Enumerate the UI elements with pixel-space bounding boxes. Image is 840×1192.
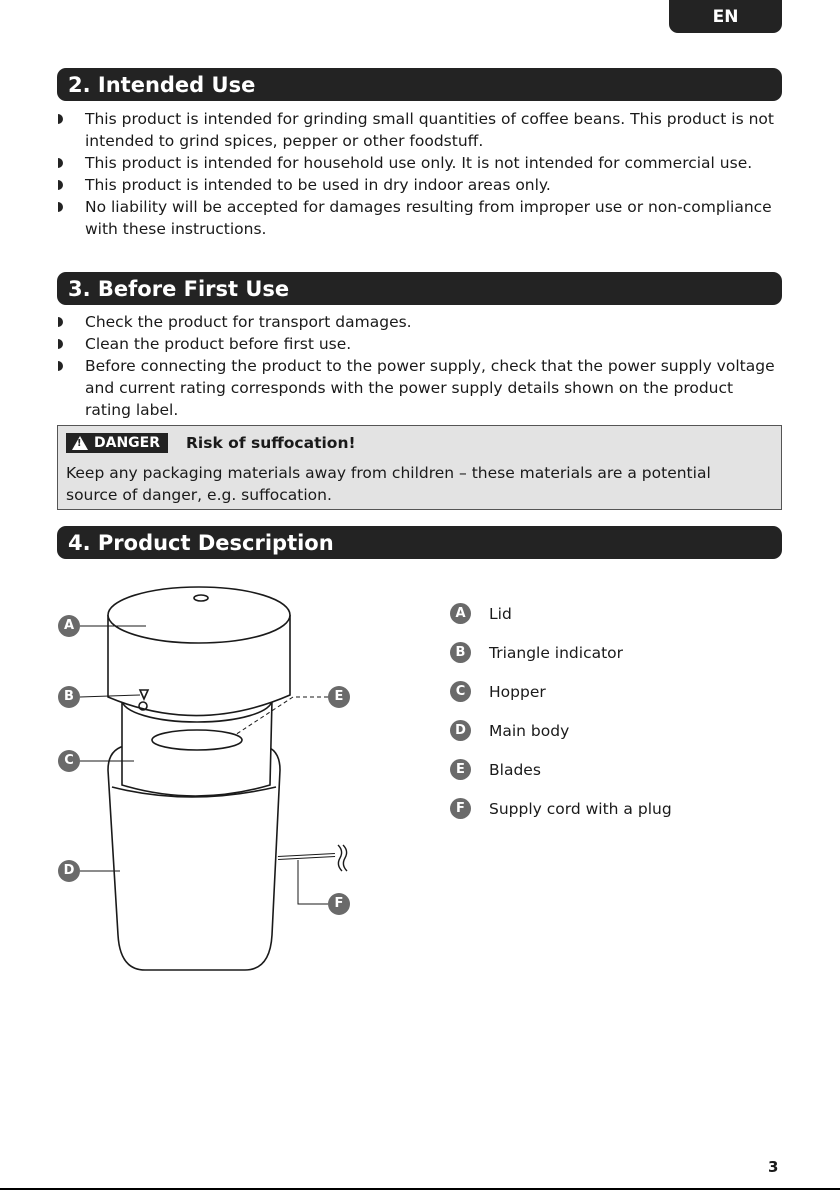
legend-letter: C <box>450 681 471 702</box>
callout-a: A <box>58 615 80 637</box>
section-title-intended-use: 2. Intended Use <box>57 68 782 101</box>
page-number: 3 <box>768 1158 779 1176</box>
list-item: Clean the product before first use. <box>57 333 782 355</box>
legend-letter: F <box>450 798 471 819</box>
legend-label: Supply cord with a plug <box>489 800 672 818</box>
legend-letter: B <box>450 642 471 663</box>
danger-label-text: DANGER <box>94 434 161 451</box>
legend-label: Blades <box>489 761 541 779</box>
list-item: This product is intended to be used in dry indoor areas only. <box>57 174 782 196</box>
legend-item <box>450 681 672 720</box>
legend-letter: A <box>450 603 471 624</box>
callout-f: F <box>328 893 350 915</box>
danger-notice <box>57 425 782 510</box>
legend-item <box>450 603 672 642</box>
danger-badge <box>66 433 168 453</box>
legend-letter: E <box>450 759 471 780</box>
list-item: Before connecting the product to the power supply, check that the power supply voltage and current rating corresponds with the power supply details shown on the product rating label. <box>57 355 782 421</box>
legend-item <box>450 759 672 798</box>
list-item: This product is intended for grinding small quantities of coffee beans. This product is not intended to grind spices, pepper or other foodstuff. <box>57 108 782 152</box>
legend-item <box>450 642 672 681</box>
list-item: Check the product for transport damages. <box>57 311 782 333</box>
danger-text: Keep any packaging materials away from children – these materials are a potential source of danger, e.g. suffocation. <box>66 464 711 504</box>
danger-title: Risk of suffocation! <box>186 434 356 452</box>
section-title-before-first-use: 3. Before First Use <box>57 272 782 305</box>
legend-label: Lid <box>489 605 512 623</box>
list-item: This product is intended for household use only. It is not intended for commercial use. <box>57 152 782 174</box>
list-item: No liability will be accepted for damages resulting from improper use or non-compliance with these instructions. <box>57 196 782 240</box>
legend-label: Triangle indicator <box>489 644 624 662</box>
coffee-grinder-drawing <box>50 575 370 985</box>
section-title-product-description: 4. Product Description <box>57 526 782 559</box>
product-diagram <box>50 575 370 985</box>
legend-item <box>450 720 672 759</box>
callout-b: B <box>58 686 80 708</box>
footer-rule <box>0 1188 840 1190</box>
legend-item <box>450 798 672 837</box>
legend-label: Hopper <box>489 683 546 701</box>
legend-label: Main body <box>489 722 570 740</box>
callout-c: C <box>58 750 80 772</box>
legend-letter: D <box>450 720 471 741</box>
warning-triangle-icon <box>72 436 88 450</box>
parts-legend <box>450 603 672 837</box>
callout-d: D <box>58 860 80 882</box>
intended-use-list <box>57 108 782 240</box>
before-first-use-list <box>57 311 782 421</box>
language-tab: EN <box>669 0 782 33</box>
callout-e: E <box>328 686 350 708</box>
